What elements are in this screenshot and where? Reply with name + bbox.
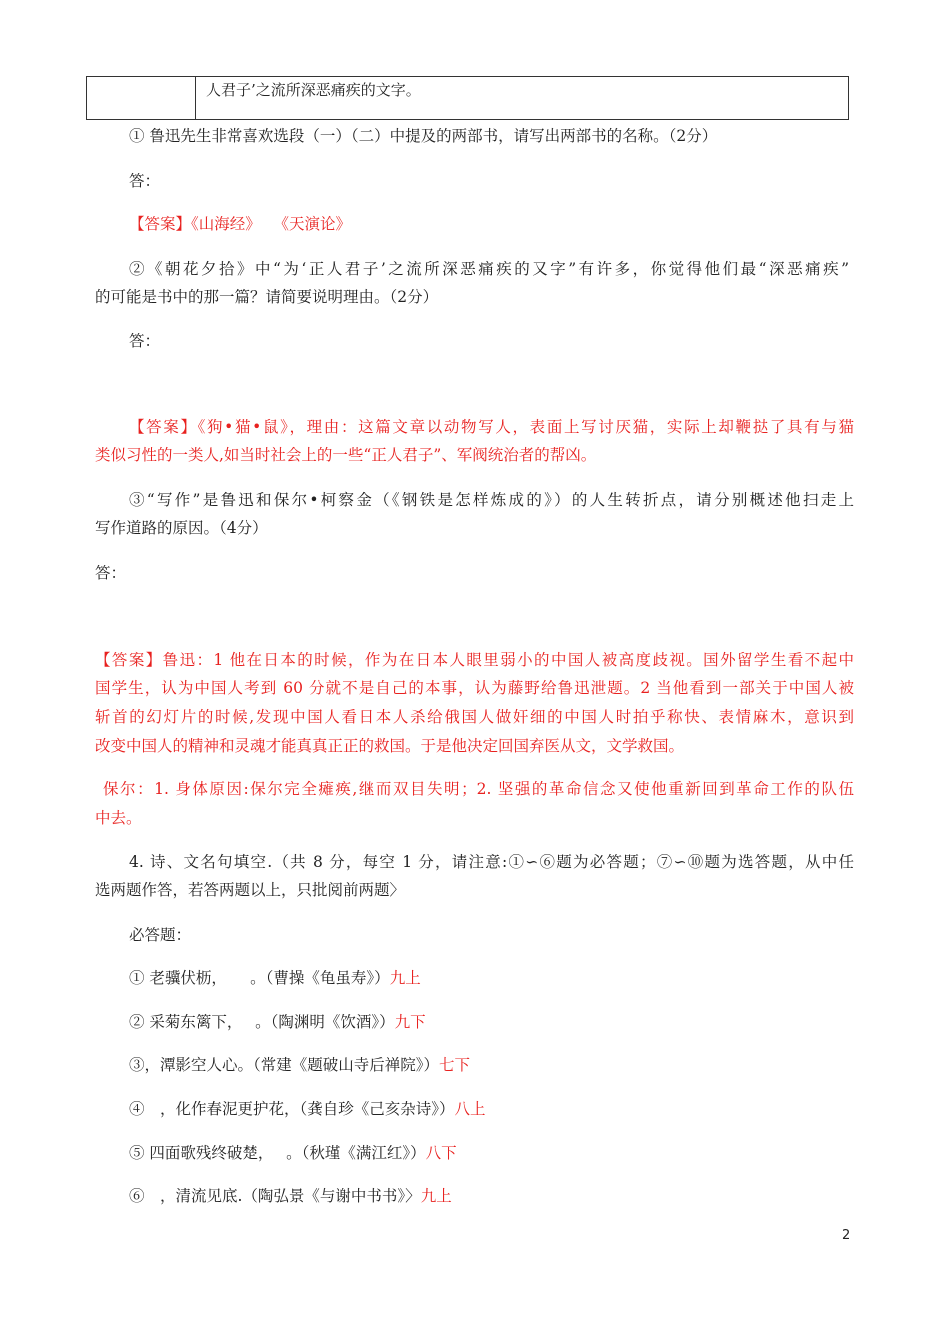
- q3-answer-luxun-line4: 改变中国人的精神和灵魂才能真真正正的救国。于是他决定回国弃医从文，文学救国。: [95, 737, 685, 755]
- page-number: 2: [842, 1228, 851, 1243]
- table-fragment: [86, 76, 849, 120]
- q4-item-grade: 七下: [439, 1056, 471, 1074]
- q3-answer-luxun-line2: 国学生，认为中国人考到 60 分就不是自己的本事，认为藤野给鲁迅泄题。2 当他看到一部关于中国人被: [95, 679, 854, 697]
- q4-item-2: [129, 1012, 426, 1032]
- q3-answer-luxun-line1: 【答案】鲁迅：1 他在日本的时候，作为在日本人眼里弱小的中国人被高度歧视。国外留学生看不起中: [95, 651, 854, 669]
- q3-question-line1: ③“写作”是鲁迅和保尔•柯察金（《钢铁是怎样炼成的》）的人生转折点，请分别概述他扫走上: [129, 491, 854, 509]
- q4-item-text: ⑥ ，清流见底.（陶弘景《与谢中书书》〉: [129, 1187, 421, 1205]
- q4-item-grade: 九上: [389, 969, 421, 987]
- q4-item-grade: 九上: [420, 1187, 452, 1205]
- q4-intro-line1: 4. 诗、文名句填空.（共 8 分，每空 1 分，请注意:①∽⑥题为必答题；⑦∽⑩题为选答题，从中任: [129, 853, 854, 871]
- q4-item-text: ① 老骥伏枥， 。（曹操《龟虽寿》）: [129, 969, 390, 987]
- table-empty-cell: [87, 77, 196, 119]
- q4-item-5: [129, 1143, 457, 1163]
- q1-answer-label: 【答案】: [129, 215, 192, 233]
- q4-required-label: 必答题：: [129, 926, 192, 944]
- q4-item-text: ② 采菊东篱下， 。（陶渊明《饮酒》）: [129, 1013, 395, 1031]
- q2-answer-prompt: 答：: [129, 332, 161, 350]
- q3-answer-prompt: 答：: [95, 564, 127, 582]
- q4-item-grade: 九下: [394, 1013, 426, 1031]
- q2-answer-line1: 【答案】《狗•猫•鼠》，理由：这篇文章以动物写人，表面上写讨厌猫，实际上却鞭挞了具有与猫: [129, 418, 854, 436]
- q3-answer-paul-line2: 中去。: [95, 809, 142, 827]
- q4-item-grade: 八上: [454, 1100, 486, 1118]
- q4-item-text: ③，潭影空人心。（常建《题破山寺后禅院》）: [129, 1056, 440, 1074]
- q1-answer-prompt: 答：: [129, 172, 161, 190]
- q2-question-line2: 的可能是书中的那一篇？请简要说明理由。（2分）: [95, 288, 439, 306]
- q2-answer-line2: 类似习性的一类人,如当时社会上的一些“正人君子”、军阀统治者的帮凶。: [95, 446, 597, 464]
- q1-answer: [129, 214, 351, 234]
- q3-question-line2: 写作道路的原因。（4分）: [95, 519, 268, 537]
- q4-item-6: [129, 1186, 452, 1206]
- q4-item-text: ⑤ 四面歌残终破楚， 。（秋瑾《满江红》）: [129, 1144, 426, 1162]
- q4-item-grade: 八下: [425, 1144, 457, 1162]
- q1-answer-text: 《山海经》 《天演论》: [191, 215, 351, 233]
- q4-item-text: ④ ，化作春泥更护花，（龚自珍《己亥杂诗》）: [129, 1100, 455, 1118]
- q1-question: ① 鲁迅先生非常喜欢选段（一）（二）中提及的两部书，请写出两部书的名称。（2分）: [129, 127, 718, 145]
- q3-answer-paul-line1: 保尔：1. 身体原因:保尔完全瘫痪,继而双目失明；2. 坚强的革命信念又使他重新回到革命工作的队伍: [103, 780, 854, 798]
- q4-item-1: [129, 968, 421, 988]
- table-text-cell: 人君子’之流所深恶痛疾的文字。: [206, 81, 421, 99]
- q4-intro-line2: 选两题作答，若答两题以上，只批阅前两题〉: [95, 881, 406, 899]
- q4-item-3: [129, 1055, 470, 1075]
- q3-answer-luxun-line3: 斩首的幻灯片的时候,发现中国人看日本人杀给俄国人做奸细的中国人时拍乎称快、表情麻木，意识到: [95, 708, 854, 726]
- q4-item-4: [129, 1099, 486, 1119]
- q2-question-line1: ②《朝花夕拾》中“为‘正人君子’之流所深恶痛疾的又字”有许多，你觉得他们最“深恶痛疾”: [129, 260, 849, 278]
